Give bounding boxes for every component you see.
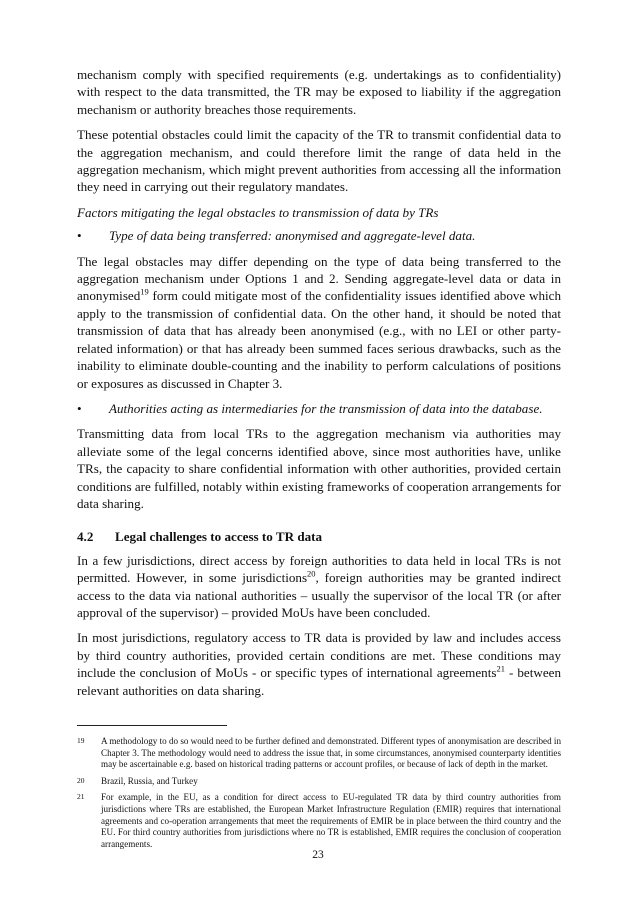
footnote xyxy=(77,776,561,788)
document-page xyxy=(77,66,561,855)
bullet-item xyxy=(77,227,561,244)
footnote-divider xyxy=(77,725,227,726)
footnotes xyxy=(77,736,561,850)
footnote-number: 20 xyxy=(77,775,85,785)
footnote-text: Brazil, Russia, and Turkey xyxy=(101,775,198,786)
footnote-ref[interactable]: 21 xyxy=(496,663,505,674)
footnote-number: 19 xyxy=(77,736,85,745)
paragraph-text: The legal obstacles may differ depending on the type of data being transferred to the aggregation mechanism under Options 1 and 2. Sending aggregate-level data or data in anonymised xyxy=(77,253,561,304)
footnote-ref[interactable]: 19 xyxy=(140,287,149,298)
paragraph: mechanism comply with specified requirements (e.g. undertakings as to confidentiality) with respect to the data transmitted, the TR may be exposed to liability if the aggregation mechanism or authority breaches those requirements. xyxy=(77,67,561,117)
bullet-text: Authorities acting as intermediaries for the transmission of data into the database. xyxy=(109,400,543,416)
section-heading xyxy=(77,528,561,545)
page-number: 23 xyxy=(312,849,324,861)
paragraph: These potential obstacles could limit the capacity of the TR to transmit confidential data to the aggregation mechanism, and could therefore limit the range of data held in the aggregation mechanism, which might prevent authorities from accessing all the information they need in carrying out their regulatory mandates. xyxy=(77,127,561,195)
section-title: Legal challenges to access to TR data xyxy=(115,529,323,545)
paragraph-text: - between relevant authorities on data sharing. xyxy=(77,665,561,698)
paragraph-text: , foreign authorities may be granted indirect access to the data via national authorities – usually the supervisor of the local TR (or after approval of the supervisor) – provided MoUs have been concluded. xyxy=(77,570,561,620)
footnote xyxy=(77,792,561,850)
subheading-factors: Factors mitigating the legal obstacles to transmission of data by TRs xyxy=(77,204,439,220)
bullet-icon: • xyxy=(77,228,82,244)
footnote-text: For example, in the EU, as a condition for direct access to EU-regulated TR data by third country authorities from jurisdictions where TRs are established, the European Market Infrastructure Regulation (EMIR) requires that international agreements and co-operation arrangements that meet the requirements of EMIR be in place between the third country and the EU. For third country authorities from jurisdictions where no TR is established, EMIR requires the conclusion of cooperation arrangements. xyxy=(101,792,561,849)
footnote xyxy=(77,736,561,771)
section-number: 4.2 xyxy=(77,529,94,545)
bullet-item xyxy=(77,400,561,417)
paragraph-text: form could mitigate most of the confidentiality issues identified above which apply to the transmission of confidential data. On the other hand, it should be noted that transmission of data that has already been anonymised (e.g., with no LEI or other party-related information) or that has already been summed faces serious drawbacks, such as the inability to eliminate double-counting and the inability to perform calculations of positions or exposures as discussed in Chapter 3. xyxy=(77,288,561,391)
paragraph-text: In most jurisdictions, regulatory access to TR data is provided by law and includes access by third country authorities, provided certain conditions are met. These conditions may include the conclusion of MoUs - or specific types of international agreements xyxy=(77,630,561,681)
paragraph xyxy=(77,629,561,699)
footnote-number: 21 xyxy=(77,792,85,802)
footnote-text: A methodology to do so would need to be further defined and demonstrated. Different types of anonymisation are described in Chapter 3. The methodology would need to address the issue that, in some circumstances, anonymised counterparty identities may be ascertainable e.g. based on historical trading patterns or account profiles, or because of lack of depth in the market. xyxy=(101,736,561,770)
bullet-text: Type of data being transferred: anonymised and aggregate-level data. xyxy=(109,228,476,244)
paragraph: Transmitting data from local TRs to the aggregation mechanism via authorities may alleviate some of the legal concerns identified above, since most authorities have, unlike TRs, the capacity to share confidential information with other authorities, provided certain conditions are fulfilled, notably within existing frameworks of cooperation arrangements for data sharing. xyxy=(77,426,561,511)
paragraph-text: In a few jurisdictions, direct access by foreign authorities to data held in local TRs is not permitted. However, in some jurisdictions xyxy=(77,552,561,586)
paragraph xyxy=(77,253,561,392)
footnote-ref[interactable]: 20 xyxy=(307,568,316,579)
paragraph xyxy=(77,552,561,622)
bullet-icon: • xyxy=(77,400,82,416)
